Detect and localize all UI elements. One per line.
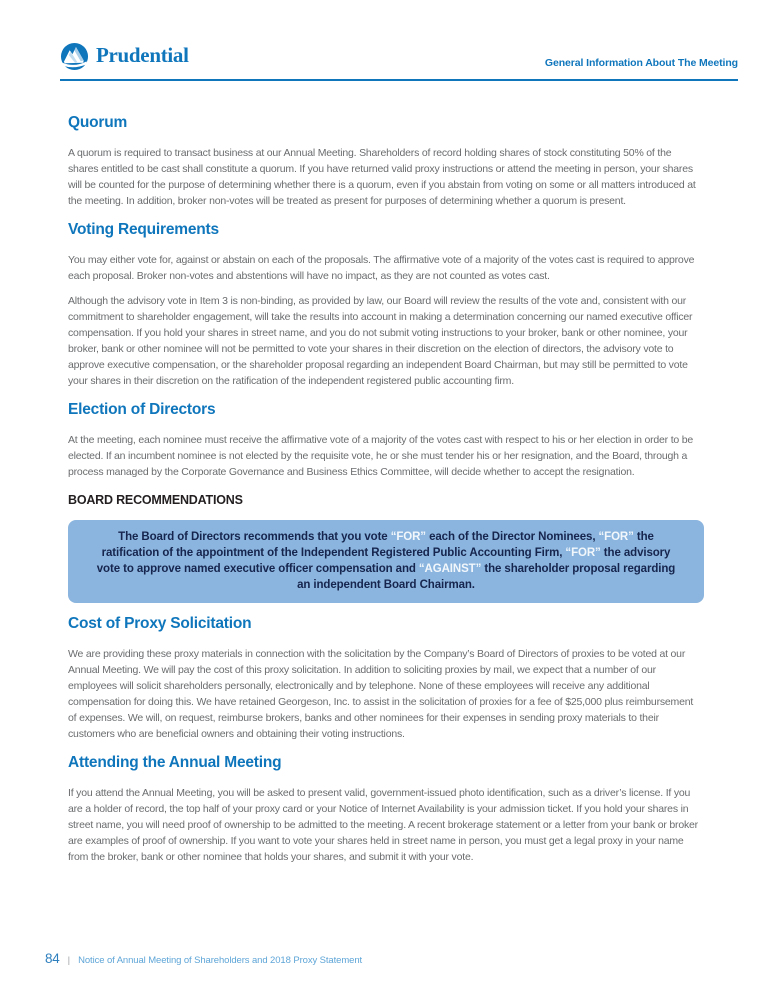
- brand: [60, 42, 189, 71]
- prudential-rock-logo-icon: [60, 42, 89, 71]
- page-header: [60, 42, 738, 81]
- section-voting-requirements: [68, 220, 704, 389]
- brand-wordmark: Prudential: [96, 42, 189, 67]
- footer-divider: |: [67, 955, 71, 966]
- board-recommendations-subheading: BOARD RECOMMENDATIONS: [68, 493, 243, 507]
- section-quorum: [68, 113, 704, 209]
- footer-label: Notice of Annual Meeting of Shareholders and 2018 Proxy Statement: [78, 955, 363, 966]
- section-cost-of-proxy-solicitation: [68, 614, 704, 742]
- section-election-of-directors: [68, 400, 704, 603]
- footer-page-number: 84: [45, 951, 60, 966]
- section-title: Attending the Annual Meeting: [68, 754, 282, 771]
- paragraph: If you attend the Annual Meeting, you will be asked to present valid, government-issued photo identification, such as a driver’s license. If you are a holder of record, the top half of your proxy card or your Notice of Internet Availability is your admission ticket. If you hold your shares in street name, you will need proof of ownership to be admitted to the meeting. A recent brokerage statement or a letter from your bank or broker are examples of proof of ownership. If you want to vote your shares held in street name in person, you must get a legal proxy in your name from the broker, bank or other nominee that holds your shares, and submit it with your vote.: [68, 787, 698, 863]
- paragraph: We are providing these proxy materials in connection with the solicitation by the Company’s Board of Directors of proxies to be voted at our Annual Meeting. We will pay the cost of this proxy solicitation. In addition to soliciting proxies by mail, we expect that a number of our employees will solicit shareholders personally, electronically and by telephone. None of these employees will receive any additional compensation for doing this. We have retained Georgeson, Inc. to assist in the solicitation of proxies for a fee of $25,000 plus reimbursement of expenses. We will, on request, reimburse brokers, banks and other nominees for their expenses in sending proxy materials to their customers who are beneficial owners and obtaining their voting instructions.: [68, 648, 694, 740]
- paragraph: You may either vote for, against or abstain on each of the proposals. The affirmative vote of a majority of the votes cast is required to approve each proposal. Broker non-votes and abstentions will have no impact, as they are not counted as votes cast.: [68, 254, 695, 282]
- paragraph: A quorum is required to transact business at our Annual Meeting. Shareholders of record holding shares of stock constituting 50% of the shares entitled to be cast shall constitute a quorum. If you have returned valid proxy instructions or attend the meeting in person, your shares will be counted for the purpose of determining whether there is a quorum, even if you abstain from voting on some or all matters introduced at the meeting. In addition, broker non-votes will be treated as present for purposes of determining whether a quorum is present.: [68, 147, 696, 207]
- section-title: Election of Directors: [68, 401, 216, 418]
- board-recommendation-callout: The Board of Directors recommends that you vote “FOR” each of the Director Nominees, “FOR” the ratification of the appointment of the Independent Registered Public Accounting Firm, “FOR” the advisory vote to approve named executive officer compensation and “AGAINST” the shareholder proposal regarding an independent Board Chairman.: [68, 520, 704, 603]
- page-footer: [45, 951, 362, 966]
- content-column: [68, 113, 704, 865]
- paragraph: Although the advisory vote in Item 3 is non-binding, as provided by law, our Board will review the results of the vote and, consistent with our commitment to shareholder engagement, will take the results into account in making a determination concerning our named executive officer compensation. If you hold your shares in street name, and you do not submit voting instructions to your broker, bank or other nominee, your broker, bank or other nominee will not be permitted to vote your shares in their discretion on the election of directors, the advisory vote to approve executive compensation, or the shareholder proposal regarding an independent Board Chairman, but may still be permitted to vote your shares in their discretion on the ratification of the independent registered public accounting firm.: [68, 295, 693, 387]
- paragraph: At the meeting, each nominee must receive the affirmative vote of a majority of the votes cast with respect to his or her election in order to be elected. If an incumbent nominee is not elected by the requisite vote, he or she must tender his or her resignation, and the Board, through a process managed by the Corporate Governance and Business Ethics Committee, will decide whether to accept the resignation.: [68, 434, 694, 478]
- section-attending-annual-meeting: [68, 753, 704, 865]
- section-title: Voting Requirements: [68, 221, 219, 238]
- section-title: Quorum: [68, 114, 128, 131]
- section-title: Cost of Proxy Solicitation: [68, 615, 252, 632]
- header-section-label: General Information About The Meeting: [544, 57, 738, 69]
